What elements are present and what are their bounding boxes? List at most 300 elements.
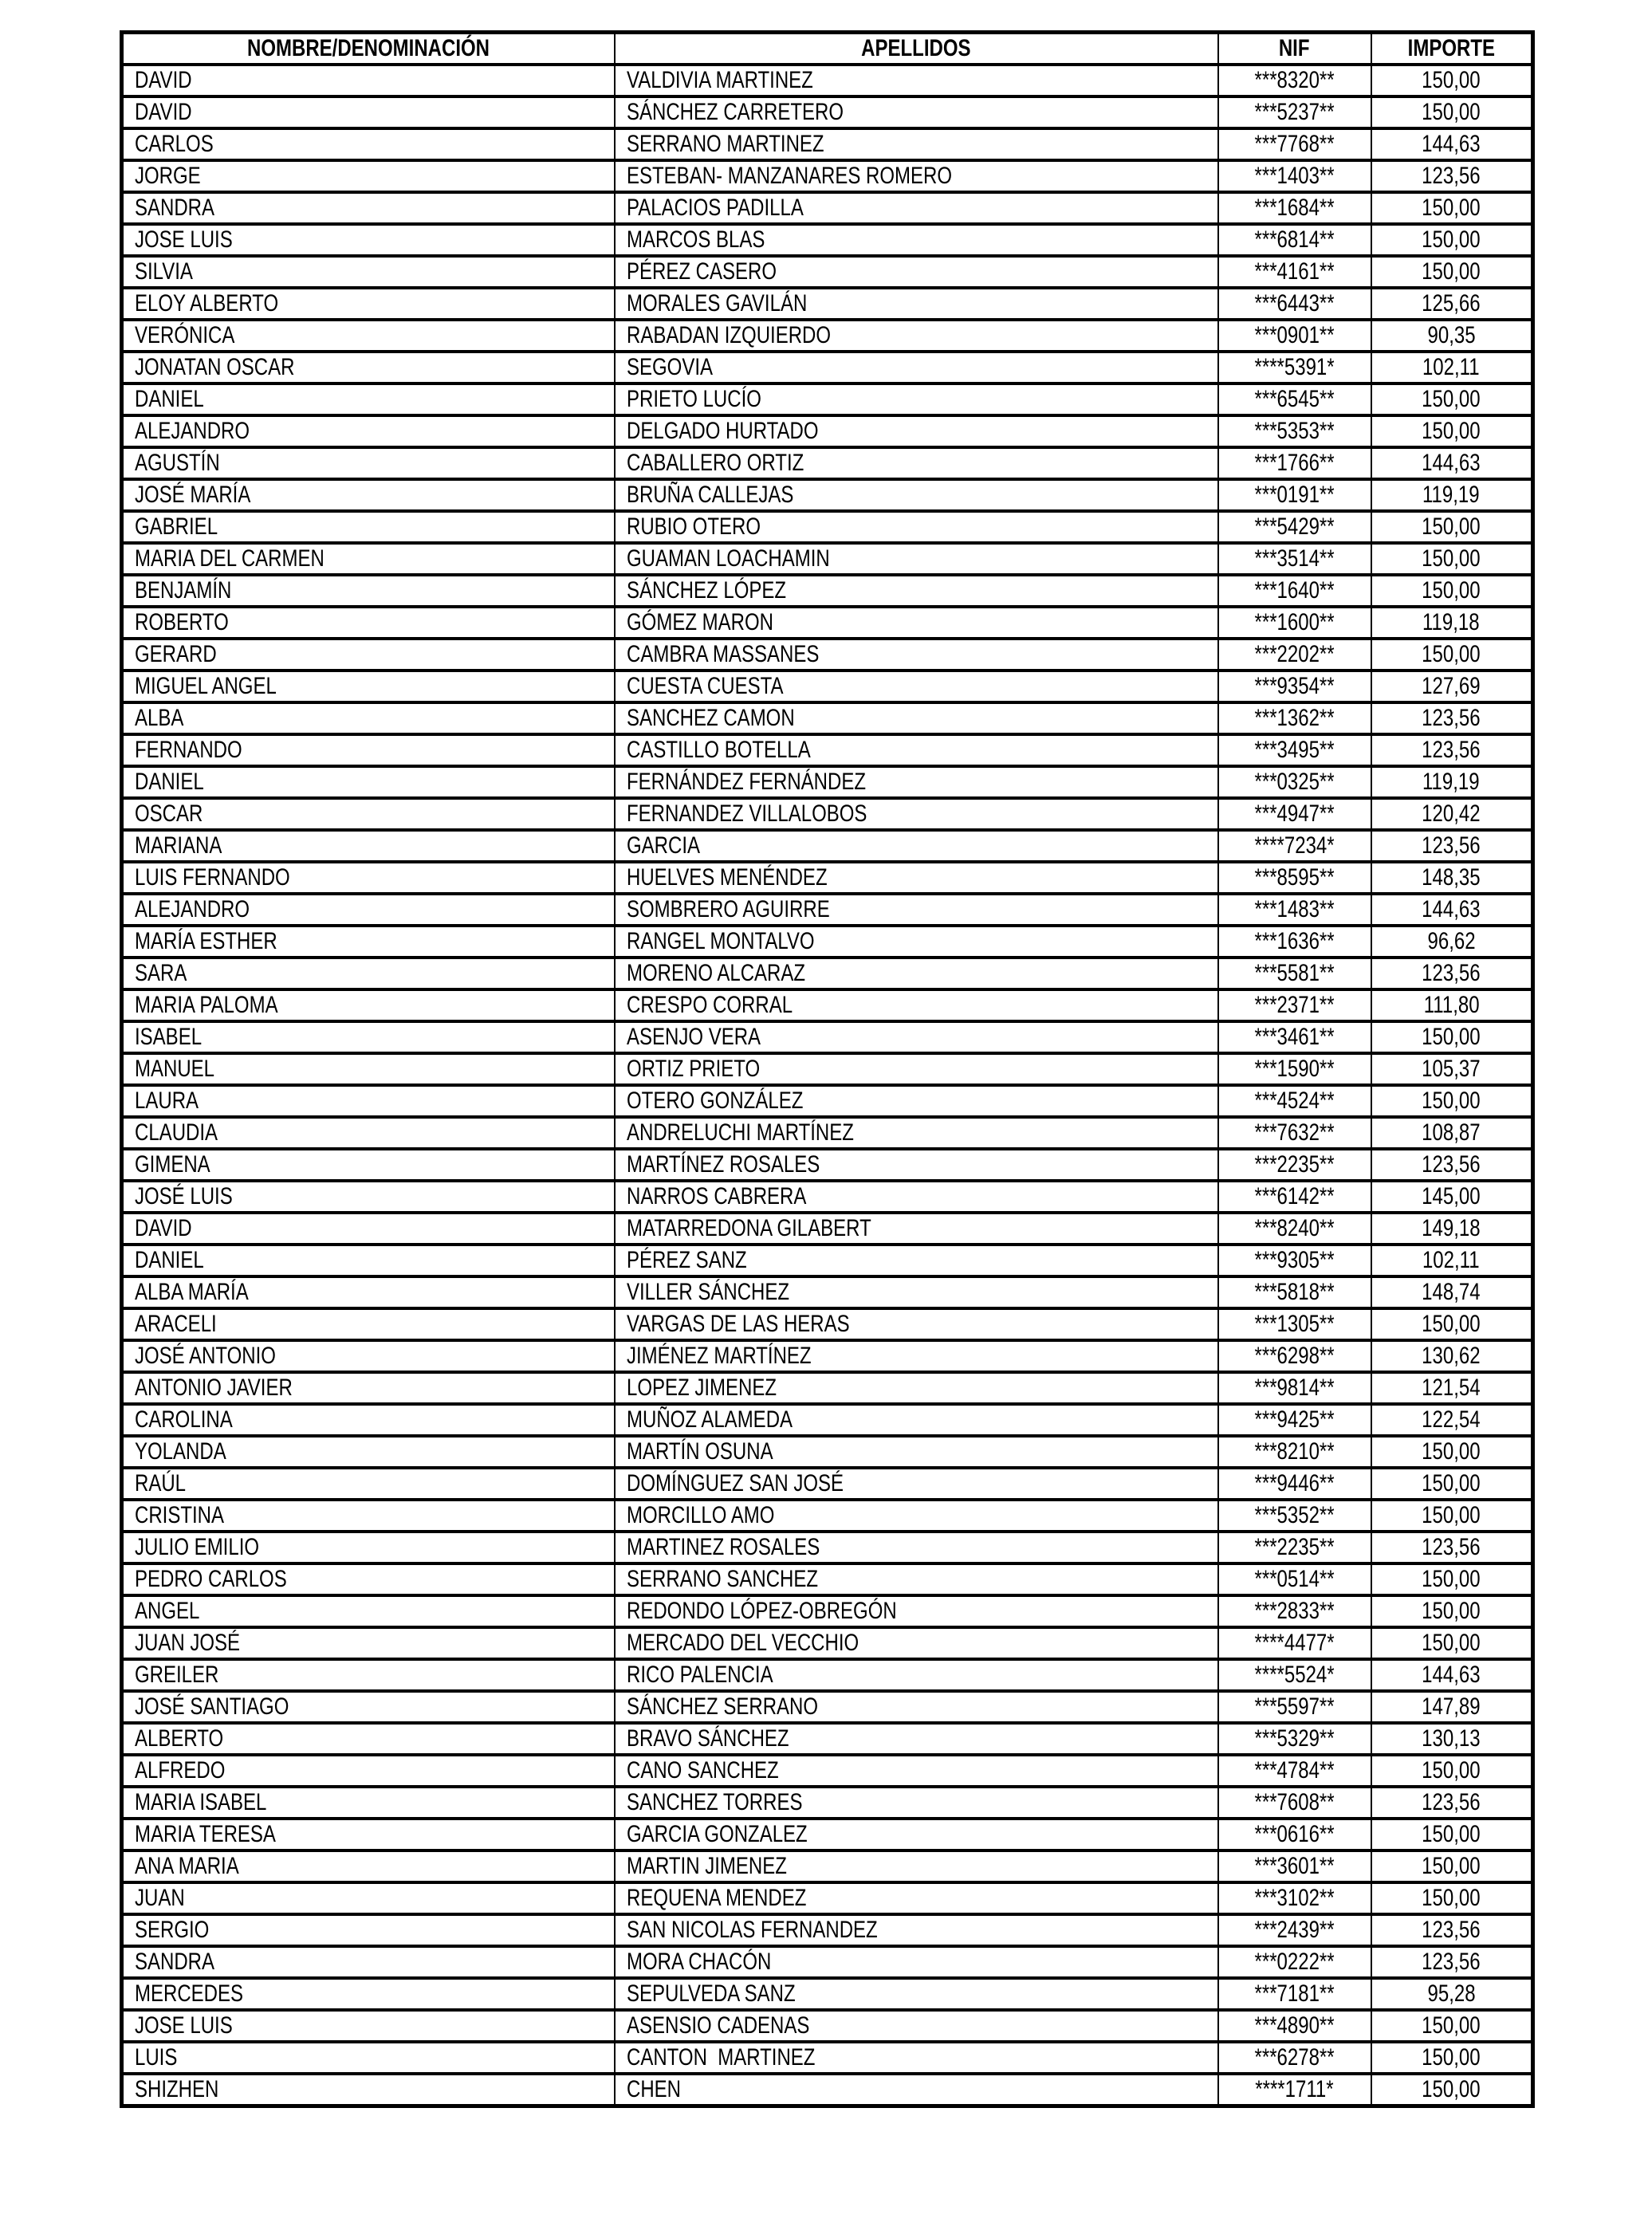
cell-nif [1218, 1563, 1371, 1595]
cell-importe-text: 150,00 [1422, 1821, 1481, 1847]
table-row [122, 1946, 1533, 1978]
cell-nif [1218, 1404, 1371, 1436]
cell-importe [1371, 1149, 1533, 1181]
cell-importe-text: 120,42 [1422, 800, 1481, 827]
cell-nombre [122, 447, 615, 479]
cell-nif-text: ***4947** [1254, 800, 1335, 827]
cell-nombre-text: DAVID [135, 67, 192, 93]
cell-apellidos [615, 1053, 1218, 1085]
cell-importe [1371, 989, 1533, 1021]
cell-importe-text: 96,62 [1427, 928, 1476, 954]
cell-importe [1371, 1276, 1533, 1308]
cell-importe [1371, 479, 1533, 511]
cell-nif [1218, 1723, 1371, 1755]
table-row [122, 1787, 1533, 1819]
cell-nombre [122, 1021, 615, 1053]
cell-importe-text: 123,56 [1422, 163, 1481, 189]
cell-nif-text: ***3514** [1254, 545, 1335, 572]
cell-nombre-text: SANDRA [135, 1949, 215, 1975]
cell-apellidos [615, 128, 1218, 160]
cell-nombre [122, 1053, 615, 1085]
cell-apellidos-text: PALACIOS PADILLA [626, 195, 804, 221]
table-row [122, 607, 1533, 639]
cell-apellidos [615, 1787, 1218, 1819]
cell-nif-text: ***3461** [1254, 1024, 1335, 1050]
cell-importe-text: 147,89 [1422, 1693, 1481, 1720]
table-row [122, 65, 1533, 96]
cell-importe [1371, 1213, 1533, 1245]
cell-apellidos [615, 989, 1218, 1021]
cell-importe-text: 150,00 [1422, 2012, 1481, 2039]
cell-apellidos-text: SOMBRERO AGUIRRE [626, 896, 830, 922]
cell-apellidos-text: REDONDO LÓPEZ-OBREGÓN [626, 1598, 897, 1624]
cell-apellidos-text: MARTÍNEZ ROSALES [626, 1151, 820, 1178]
cell-apellidos-text: MARCOS BLAS [626, 226, 765, 253]
cell-importe-text: 150,00 [1422, 1757, 1481, 1784]
cell-importe [1371, 383, 1533, 415]
table-row [122, 1882, 1533, 1914]
cell-nombre-text: ALFREDO [135, 1757, 226, 1784]
cell-apellidos [615, 702, 1218, 734]
cell-nif-text: ****4477* [1254, 1630, 1335, 1656]
cell-importe [1371, 1181, 1533, 1213]
cell-apellidos [615, 830, 1218, 862]
cell-nombre [122, 766, 615, 798]
cell-apellidos [615, 926, 1218, 958]
cell-apellidos [615, 1308, 1218, 1340]
cell-nif-text: ***4890** [1254, 2012, 1335, 2039]
cell-importe [1371, 1245, 1533, 1276]
cell-nombre-text: CRISTINA [135, 1502, 225, 1528]
cell-importe-text: 121,54 [1422, 1375, 1481, 1401]
cell-apellidos [615, 1850, 1218, 1882]
table-row [122, 320, 1533, 352]
cell-nif-text: ***0325** [1254, 769, 1335, 795]
cell-importe [1371, 1946, 1533, 1978]
cell-nombre [122, 511, 615, 543]
cell-importe-text: 150,00 [1422, 2044, 1481, 2071]
cell-apellidos [615, 1978, 1218, 2010]
cell-nif [1218, 160, 1371, 192]
table-row [122, 1372, 1533, 1404]
cell-nif [1218, 479, 1371, 511]
table-row [122, 1723, 1533, 1755]
cell-nombre [122, 1563, 615, 1595]
cell-nif-text: ***6142** [1254, 1183, 1335, 1209]
cell-nif [1218, 1149, 1371, 1181]
cell-nif-text: ***8240** [1254, 1215, 1335, 1241]
cell-nif [1218, 1755, 1371, 1787]
cell-importe-text: 150,00 [1422, 1502, 1481, 1528]
cell-importe-text: 150,00 [1422, 1566, 1481, 1592]
table-row [122, 1532, 1533, 1563]
cell-apellidos [615, 511, 1218, 543]
cell-importe [1371, 1723, 1533, 1755]
cell-importe [1371, 288, 1533, 320]
cell-nif-text: ***0514** [1254, 1566, 1335, 1592]
cell-apellidos-text: SANCHEZ TORRES [626, 1789, 802, 1815]
header-nombre [122, 33, 615, 65]
cell-importe-text: 130,13 [1422, 1725, 1481, 1752]
header-importe-label: IMPORTE [1407, 35, 1495, 61]
cell-nombre [122, 1117, 615, 1149]
cell-nombre-text: CARLOS [135, 131, 214, 157]
cell-nif-text: ***1305** [1254, 1311, 1335, 1337]
cell-apellidos [615, 1085, 1218, 1117]
cell-apellidos [615, 1436, 1218, 1468]
cell-nombre-text: MARIA PALOMA [135, 992, 278, 1018]
cell-apellidos-text: MORA CHACÓN [626, 1949, 771, 1975]
cell-apellidos [615, 1723, 1218, 1755]
cell-nif-text: ***8595** [1254, 864, 1335, 891]
cell-nombre-text: MANUEL [135, 1056, 215, 1082]
cell-nif-text: ***1766** [1254, 450, 1335, 476]
cell-nif-text: ***3601** [1254, 1853, 1335, 1879]
cell-nombre-text: ANTONIO JAVIER [135, 1375, 293, 1401]
cell-apellidos [615, 1595, 1218, 1627]
cell-importe [1371, 1627, 1533, 1659]
cell-nif-text: ***8320** [1254, 67, 1335, 93]
cell-importe [1371, 1532, 1533, 1563]
cell-nombre-text: DANIEL [135, 769, 204, 795]
cell-nif [1218, 1787, 1371, 1819]
cell-nif [1218, 671, 1371, 702]
table-row [122, 1404, 1533, 1436]
cell-importe [1371, 1659, 1533, 1691]
cell-importe [1371, 1340, 1533, 1372]
cell-nif [1218, 1053, 1371, 1085]
cell-nombre-text: ALBA MARÍA [135, 1279, 249, 1305]
cell-apellidos [615, 734, 1218, 766]
cell-importe-text: 150,00 [1422, 1024, 1481, 1050]
cell-apellidos [615, 766, 1218, 798]
cell-importe-text: 144,63 [1422, 896, 1481, 922]
cell-apellidos [615, 1691, 1218, 1723]
cell-nombre-text: SANDRA [135, 195, 215, 221]
cell-nif-text: ***9814** [1254, 1375, 1335, 1401]
cell-importe [1371, 766, 1533, 798]
table-row [122, 1308, 1533, 1340]
cell-nombre [122, 192, 615, 224]
table-row [122, 830, 1533, 862]
cell-importe-text: 105,37 [1422, 1056, 1481, 1082]
cell-importe-text: 127,69 [1422, 673, 1481, 699]
cell-nombre [122, 671, 615, 702]
cell-nif-text: ***6443** [1254, 290, 1335, 317]
cell-apellidos-text: ORTIZ PRIETO [626, 1056, 760, 1082]
cell-nombre [122, 1914, 615, 1946]
cell-importe-text: 123,56 [1422, 960, 1481, 986]
cell-apellidos [615, 575, 1218, 607]
cell-nif [1218, 1276, 1371, 1308]
cell-importe [1371, 1468, 1533, 1500]
cell-apellidos-text: MERCADO DEL VECCHIO [626, 1630, 859, 1656]
table-row [122, 989, 1533, 1021]
cell-nombre [122, 1213, 615, 1245]
cell-nif-text: ***7608** [1254, 1789, 1335, 1815]
cell-nombre-text: LAURA [135, 1087, 199, 1114]
cell-nombre-text: GERARD [135, 641, 217, 667]
cell-importe [1371, 1021, 1533, 1053]
cell-nif [1218, 256, 1371, 288]
cell-nif [1218, 224, 1371, 256]
cell-nombre-text: JOSE LUIS [135, 226, 233, 253]
cell-nombre [122, 2010, 615, 2042]
cell-importe-text: 123,56 [1422, 705, 1481, 731]
cell-nombre-text: PEDRO CARLOS [135, 1566, 287, 1592]
cell-importe [1371, 1787, 1533, 1819]
cell-importe-text: 150,00 [1422, 641, 1481, 667]
table-row [122, 1117, 1533, 1149]
cell-nombre [122, 224, 615, 256]
cell-apellidos-text: ANDRELUCHI MARTÍNEZ [626, 1119, 854, 1146]
cell-nombre-text: ISABEL [135, 1024, 203, 1050]
cell-apellidos-text: DELGADO HURTADO [626, 418, 818, 444]
cell-importe [1371, 96, 1533, 128]
cell-apellidos [615, 543, 1218, 575]
table-row [122, 352, 1533, 383]
cell-nombre [122, 96, 615, 128]
cell-importe [1371, 958, 1533, 989]
cell-nombre [122, 862, 615, 894]
cell-apellidos-text: PÉREZ SANZ [626, 1247, 747, 1273]
cell-nombre [122, 1850, 615, 1882]
cell-nombre [122, 1468, 615, 1500]
cell-nombre [122, 1276, 615, 1308]
cell-nif-text: ***3102** [1254, 1885, 1335, 1911]
cell-nif [1218, 1914, 1371, 1946]
cell-nif [1218, 383, 1371, 415]
cell-nif [1218, 1946, 1371, 1978]
cell-nombre [122, 256, 615, 288]
cell-nif-text: ***2235** [1254, 1534, 1335, 1560]
cell-apellidos-text: ASENJO VERA [626, 1024, 761, 1050]
cell-importe [1371, 1595, 1533, 1627]
cell-apellidos [615, 1563, 1218, 1595]
table-row [122, 224, 1533, 256]
cell-nombre [122, 1627, 615, 1659]
table-row [122, 671, 1533, 702]
cell-apellidos [615, 1372, 1218, 1404]
cell-apellidos-text: SERRANO SANCHEZ [626, 1566, 818, 1592]
cell-nombre-text: MARIANA [135, 832, 222, 859]
table-row [122, 1021, 1533, 1053]
cell-nif [1218, 320, 1371, 352]
table-row [122, 383, 1533, 415]
cell-apellidos-text: PÉREZ CASERO [626, 258, 777, 285]
cell-nombre [122, 415, 615, 447]
cell-nif [1218, 352, 1371, 383]
cell-importe-text: 145,00 [1422, 1183, 1481, 1209]
table-row [122, 1340, 1533, 1372]
cell-nif [1218, 1850, 1371, 1882]
cell-nombre-text: MIGUEL ANGEL [135, 673, 277, 699]
cell-nombre-text: GIMENA [135, 1151, 210, 1178]
header-importe [1371, 33, 1533, 65]
cell-nombre-text: OSCAR [135, 800, 203, 827]
cell-importe [1371, 2074, 1533, 2106]
cell-nif [1218, 511, 1371, 543]
cell-importe-text: 123,56 [1422, 832, 1481, 859]
cell-apellidos-text: CANO SANCHEZ [626, 1757, 779, 1784]
cell-nombre [122, 1372, 615, 1404]
cell-importe-text: 95,28 [1427, 1980, 1476, 2007]
cell-nif [1218, 1819, 1371, 1850]
cell-nombre-text: VERÓNICA [135, 322, 235, 348]
cell-importe [1371, 2010, 1533, 2042]
cell-nombre [122, 1723, 615, 1755]
cell-apellidos [615, 1627, 1218, 1659]
cell-nif-text: ***1362** [1254, 705, 1335, 731]
cell-nombre [122, 989, 615, 1021]
cell-importe [1371, 447, 1533, 479]
table-row [122, 926, 1533, 958]
cell-importe [1371, 1500, 1533, 1532]
cell-importe [1371, 1117, 1533, 1149]
table-row [122, 543, 1533, 575]
cell-importe-text: 111,80 [1423, 992, 1480, 1018]
table-row [122, 1850, 1533, 1882]
table-header [122, 33, 1533, 65]
cell-apellidos-text: GARCIA [626, 832, 700, 859]
cell-nif-text: ***1636** [1254, 928, 1335, 954]
cell-apellidos [615, 1181, 1218, 1213]
cell-nif [1218, 798, 1371, 830]
table-row [122, 1149, 1533, 1181]
cell-nombre-text: LUIS [135, 2044, 178, 2071]
cell-nif [1218, 766, 1371, 798]
cell-apellidos [615, 2010, 1218, 2042]
cell-nif [1218, 639, 1371, 671]
cell-nif-text: ***5237** [1254, 99, 1335, 125]
cell-nif [1218, 1882, 1371, 1914]
cell-nombre [122, 702, 615, 734]
cell-nif [1218, 830, 1371, 862]
cell-importe-text: 150,00 [1422, 1630, 1481, 1656]
cell-importe-text: 125,66 [1422, 290, 1481, 317]
cell-apellidos-text: NARROS CABRERA [626, 1183, 806, 1209]
cell-nif-text: ***5352** [1254, 1502, 1335, 1528]
cell-importe-text: 150,00 [1422, 67, 1481, 93]
cell-importe-text: 123,56 [1422, 1534, 1481, 1560]
table-row [122, 1436, 1533, 1468]
table-row [122, 1245, 1533, 1276]
cell-apellidos-text: ASENSIO CADENAS [626, 2012, 809, 2039]
table-row [122, 1213, 1533, 1245]
cell-nombre-text: ALEJANDRO [135, 896, 250, 922]
cell-nif-text: ***9354** [1254, 673, 1335, 699]
cell-importe-text: 150,00 [1422, 1598, 1481, 1624]
cell-nombre [122, 1691, 615, 1723]
cell-apellidos-text: PRIETO LUCÍO [626, 386, 761, 412]
cell-nif-text: ***9446** [1254, 1470, 1335, 1496]
cell-apellidos [615, 1340, 1218, 1372]
cell-importe [1371, 1053, 1533, 1085]
cell-nombre-text: CLAUDIA [135, 1119, 218, 1146]
cell-nif [1218, 65, 1371, 96]
cell-nombre-text: JOSÉ ANTONIO [135, 1343, 276, 1369]
table-row [122, 288, 1533, 320]
cell-apellidos-text: HUELVES MENÉNDEZ [626, 864, 828, 891]
cell-apellidos-text: VALDIVIA MARTINEZ [626, 67, 813, 93]
cell-nombre-text: ALBA [135, 705, 184, 731]
cell-nif-text: ***5329** [1254, 1725, 1335, 1752]
cell-nif [1218, 447, 1371, 479]
cell-apellidos [615, 894, 1218, 926]
cell-nif-text: ***2439** [1254, 1917, 1335, 1943]
cell-nif-text: ***7632** [1254, 1119, 1335, 1146]
cell-importe [1371, 160, 1533, 192]
cell-nombre-text: ANGEL [135, 1598, 200, 1624]
cell-nif-text: ***6814** [1254, 226, 1335, 253]
cell-apellidos [615, 1532, 1218, 1563]
cell-importe [1371, 671, 1533, 702]
table-row [122, 1563, 1533, 1595]
cell-importe [1371, 1850, 1533, 1882]
cell-nif-text: ***1403** [1254, 163, 1335, 189]
cell-importe [1371, 1978, 1533, 2010]
cell-nombre-text: JUAN [135, 1885, 185, 1911]
table-row [122, 447, 1533, 479]
cell-importe-text: 148,74 [1422, 1279, 1481, 1305]
cell-nombre [122, 1755, 615, 1787]
cell-apellidos [615, 671, 1218, 702]
cell-nombre-text: JOSÉ MARÍA [135, 482, 251, 508]
cell-nif-text: ***2235** [1254, 1151, 1335, 1178]
cell-nombre-text: SERGIO [135, 1917, 210, 1943]
cell-nif-text: ***5597** [1254, 1693, 1335, 1720]
cell-apellidos-text: DOMÍNGUEZ SAN JOSÉ [626, 1470, 844, 1496]
cell-nombre [122, 607, 615, 639]
cell-importe-text: 150,00 [1422, 1470, 1481, 1496]
table-row [122, 1978, 1533, 2010]
cell-nif-text: ***5581** [1254, 960, 1335, 986]
cell-importe-text: 102,11 [1422, 1247, 1481, 1273]
table-row [122, 1181, 1533, 1213]
cell-apellidos-text: SÁNCHEZ LÓPEZ [626, 577, 786, 604]
cell-apellidos-text: SÁNCHEZ SERRANO [626, 1693, 818, 1720]
cell-nif [1218, 894, 1371, 926]
cell-importe [1371, 320, 1533, 352]
table-row [122, 798, 1533, 830]
cell-apellidos-text: CUESTA CUESTA [626, 673, 783, 699]
cell-nif [1218, 415, 1371, 447]
cell-importe-text: 90,35 [1427, 322, 1476, 348]
cell-nif-text: ****5524* [1254, 1662, 1335, 1688]
cell-nif [1218, 575, 1371, 607]
cell-nif [1218, 1213, 1371, 1245]
cell-nif [1218, 192, 1371, 224]
cell-importe-text: 144,63 [1422, 1662, 1481, 1688]
cell-importe-text: 119,18 [1422, 609, 1481, 635]
cell-apellidos [615, 224, 1218, 256]
cell-apellidos-text: FERNÁNDEZ FERNÁNDEZ [626, 769, 866, 795]
cell-nombre-text: YOLANDA [135, 1438, 226, 1465]
cell-nif [1218, 958, 1371, 989]
cell-apellidos [615, 958, 1218, 989]
cell-nif-text: ***1640** [1254, 577, 1335, 604]
cell-nif [1218, 1245, 1371, 1276]
cell-apellidos-text: RANGEL MONTALVO [626, 928, 815, 954]
cell-apellidos [615, 320, 1218, 352]
header-row [122, 33, 1533, 65]
cell-nombre-text: JORGE [135, 163, 201, 189]
cell-nif [1218, 1021, 1371, 1053]
cell-nombre [122, 1181, 615, 1213]
cell-importe-text: 150,00 [1422, 226, 1481, 253]
cell-nombre-text: DAVID [135, 99, 192, 125]
cell-importe-text: 150,00 [1422, 513, 1481, 540]
